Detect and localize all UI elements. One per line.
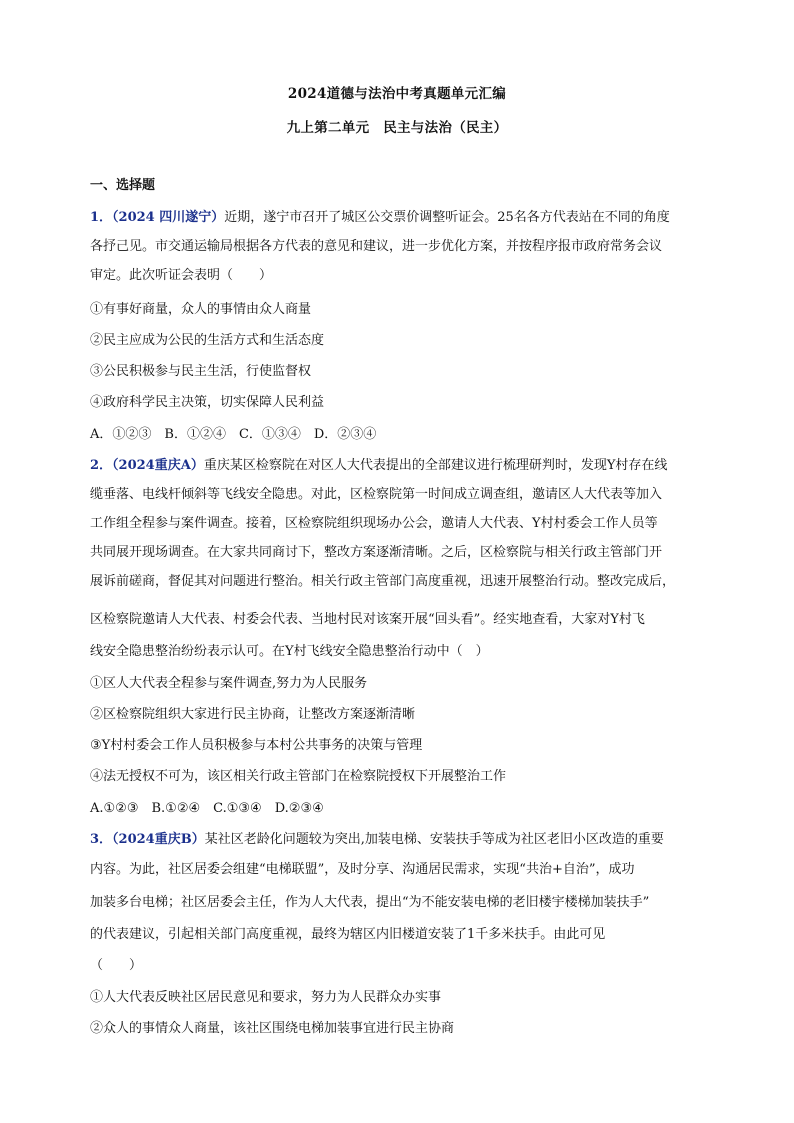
question-stem-text: 重庆某区检察院在对区人大代表提出的全部建议进行梳理研判时，发现Y村存在线 (203, 458, 668, 473)
question-stem-text: 近期，遂宁市召开了城区公交票价调整听证会。25名各方代表站在不同的角度 (224, 210, 670, 225)
question-2-line-5: 展诉前磋商，督促其对问题进行整治。相关行政主管部门高度重视，迅速开展整治行动。整改完成后， (90, 574, 676, 589)
question-2-line-1 (90, 456, 720, 476)
question-2-option-3: ③Y村村委会工作人员积极参与本村公共事务的决策与管理 (90, 738, 423, 753)
question-1-line-3: 审定。此次听证会表明（ ） (90, 268, 273, 283)
document-title: 2024道德与法治中考真题单元汇编 (287, 86, 507, 102)
question-1-line-1 (90, 208, 720, 228)
question-1-option-2: ②民主应成为公民的生活方式和生活态度 (90, 333, 325, 348)
question-1-option-4: ④政府科学民主决策，切实保障人民利益 (90, 395, 325, 410)
question-source: （2024 四川遂宁） (112, 210, 225, 225)
question-number: 2． (90, 458, 113, 473)
question-3-option-2: ②众人的事情众人商量，该社区围绕电梯加装事宜进行民主协商 (90, 1021, 455, 1036)
question-2-line-3: 工作组全程参与案件调查。接着，区检察院组织现场办公会，邀请人大代表、Y村村委会工作人员等 (90, 516, 658, 531)
question-source: （2024重庆B） (112, 832, 205, 847)
question-2-line-2: 缆垂落、电线杆倾斜等飞线安全隐患。对此，区检察院第一时间成立调查组，邀请区人大代表等加入 (90, 487, 663, 502)
question-number: 3． (90, 832, 113, 847)
question-3-line-2: 内容。为此，社区居委会组建“电梯联盟”，及时分享、沟通居民需求，实现“共治+自治”，成功 (90, 862, 635, 877)
question-3-line-5: （ ） (90, 958, 143, 973)
document-subtitle: 九上第二单元 民主与法治（民主） (286, 120, 508, 136)
section-title: 一、选择题 (90, 178, 156, 193)
question-1-option-3: ③公民积极参与民主生活，行使监督权 (90, 364, 312, 379)
question-3-line-4: 的代表建议，引起相关部门高度重视，最终为辖区内旧楼道安装了1千多米扶手。由此可见 (90, 927, 606, 942)
question-3-option-1: ①人大代表反映社区居民意见和要求，努力为人民群众办实事 (90, 990, 442, 1005)
question-2-line-4: 共同展开现场调查。在大家共同商讨下，整改方案逐渐清晰。之后，区检察院与相关行政主管部门开 (90, 545, 663, 560)
question-2-choices: A.①②③ B.①②④ C.①③④ D.②③④ (90, 801, 324, 816)
question-2-option-1: ①区人大代表全程参与案件调查,努力为人民服务 (90, 676, 368, 691)
question-1-line-2: 各抒己见。市交通运输局根据各方代表的意见和建议，进一步优化方案，并按程序报市政府常务会议 (90, 239, 663, 254)
question-2-option-4: ④法无授权不可为，该区相关行政主管部门在检察院授权下开展整治工作 (90, 769, 507, 784)
question-stem-text: 某社区老龄化问题较为突出,加装电梯、安装扶手等成为社区老旧小区改造的重要 (204, 832, 664, 847)
question-3-line-3: 加装多台电梯；社区居委会主任，作为人大代表，提出“为不能安装电梯的老旧楼宇楼梯加装扶手” (90, 895, 650, 910)
question-1-choices: A．①②③ B．①②④ C．①③④ D．②③④ (90, 427, 377, 442)
question-2-line-6: 区检察院邀请人大代表、村委会代表、当地村民对该案开展“回头看”。经实地查看，大家对Y村飞 (90, 612, 645, 627)
question-2-line-7: 线安全隐患整治纷纷表示认可。在Y村飞线安全隐患整治行动中（ ） (90, 644, 489, 659)
question-3-line-1 (90, 830, 720, 850)
question-source: （2024重庆A） (112, 458, 204, 473)
question-number: 1． (90, 210, 113, 225)
question-2-option-2: ②区检察院组织大家进行民主协商，让整改方案逐渐清晰 (90, 707, 416, 722)
question-1-option-1: ①有事好商量，众人的事情由众人商量 (90, 302, 312, 317)
